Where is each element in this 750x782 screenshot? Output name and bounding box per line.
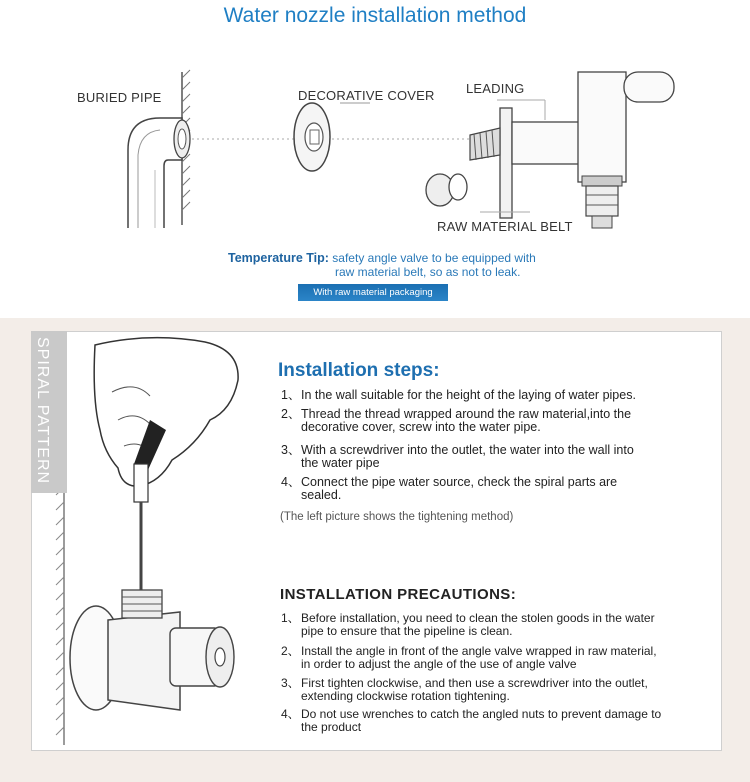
- side-tab-label: SPIRAL PATTERN: [34, 337, 51, 485]
- precaution-text-line2: extending clockwise rotation tightening.: [301, 689, 510, 703]
- precautions-heading: INSTALLATION PRECAUTIONS:: [280, 586, 517, 603]
- label-decorative-cover: DECORATIVE COVER: [298, 88, 435, 103]
- tightening-note: (The left picture shows the tightening method): [280, 511, 514, 523]
- precaution-number: 4、: [281, 707, 300, 721]
- step-text-line1: With a screwdriver into the outlet, the water into the wall into: [301, 443, 634, 457]
- step-text-line1: Thread the thread wrapped around the raw material,into the: [301, 407, 632, 421]
- side-tab: [31, 331, 67, 493]
- step-text-line2: the water pipe: [301, 456, 380, 470]
- step-text-line1: In the wall suitable for the height of the laying of water pipes.: [301, 388, 636, 402]
- label-raw-material-belt: RAW MATERIAL BELT: [437, 219, 573, 234]
- precaution-text-line2: in order to adjust the angle of the use of angle valve: [301, 657, 577, 671]
- precaution-text-line2: pipe to ensure that the pipeline is clean.: [301, 624, 513, 638]
- precaution-number: 2、: [281, 644, 300, 658]
- step-number: 1、: [281, 388, 301, 402]
- tip-text-line1: safety angle valve to be equipped with: [332, 251, 536, 265]
- step-text-line1: Connect the pipe water source, check the spiral parts are: [301, 475, 618, 489]
- installation-heading: Installation steps:: [278, 360, 440, 381]
- tip-label: Temperature Tip:: [228, 251, 329, 265]
- precaution-text-line1: Do not use wrenches to catch the angled nuts to prevent damage to: [301, 707, 662, 721]
- step-number: 4、: [281, 475, 301, 489]
- packaging-banner: With raw material packaging: [298, 284, 448, 301]
- precaution-number: 1、: [281, 611, 300, 625]
- tip-text-line2: raw material belt, so as not to leak.: [335, 265, 521, 279]
- step-number: 2、: [281, 407, 301, 421]
- precaution-text-line1: Install the angle in front of the angle valve wrapped in raw material,: [301, 644, 657, 658]
- label-buried-pipe: BURIED PIPE: [77, 90, 162, 105]
- step-text-line2: sealed.: [301, 488, 342, 502]
- label-leading: LEADING: [466, 81, 525, 96]
- step-number: 3、: [281, 443, 301, 457]
- precaution-text-line1: First tighten clockwise, and then use a screwdriver into the outlet,: [301, 676, 648, 690]
- page-title: Water nozzle installation method: [223, 4, 527, 27]
- step-text-line2: decorative cover, screw into the water pipe.: [301, 420, 541, 434]
- precaution-text-line1: Before installation, you need to clean the stolen goods in the water: [301, 611, 655, 625]
- precaution-number: 3、: [281, 676, 300, 690]
- precaution-text-line2: the product: [301, 720, 362, 734]
